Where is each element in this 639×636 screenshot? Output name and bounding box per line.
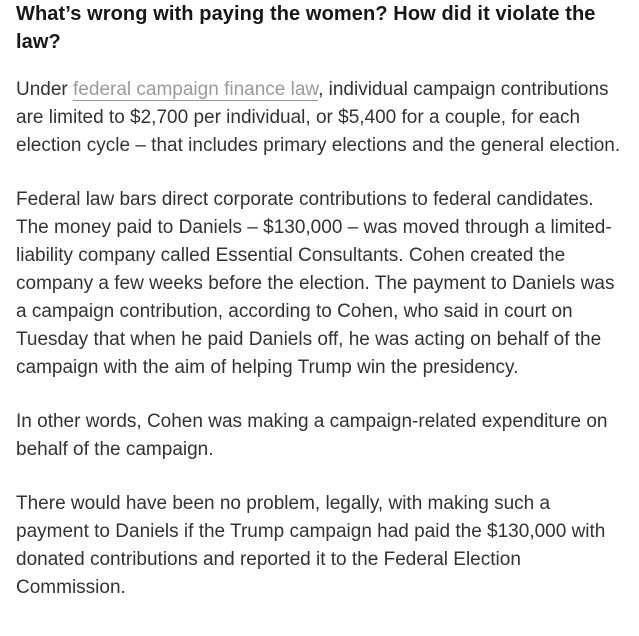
paragraph-text-before-link: Under bbox=[16, 79, 74, 100]
paragraph-text-after-link: , individual campaign contributions are limited to $2,700 per individual, or $5,400 for a couple, for each election cycle – that includes primary elections and the general election. bbox=[16, 79, 621, 156]
paragraph-no-problem: There would have been no problem, legally, with making such a payment to Daniels if the Trump campaign had paid the $130,000 with donated contributions and reported it to the Federal Election Commission. bbox=[16, 493, 606, 598]
paragraph-contribution-limits bbox=[16, 76, 626, 160]
campaign-finance-law-link[interactable]: federal campaign finance law bbox=[73, 79, 319, 100]
paragraph-corporate-contributions: Federal law bars direct corporate contributions to federal candidates. The money paid to Daniels – $130,000 – was moved through a limited-liability company called Essential Consultants. Cohen created the company a few weeks before the election. The payment to Daniels was a campaign contribution, according to Cohen, who said in court on Tuesday that when he paid Daniels off, he was acting on behalf of the campaign with the aim of helping Trump win the presidency. bbox=[16, 189, 615, 378]
section-heading: What’s wrong with paying the women? How did it violate the law? bbox=[16, 3, 596, 53]
paragraph-expenditure: In other words, Cohen was making a campaign-related expenditure on behalf of the campaign. bbox=[16, 411, 608, 460]
